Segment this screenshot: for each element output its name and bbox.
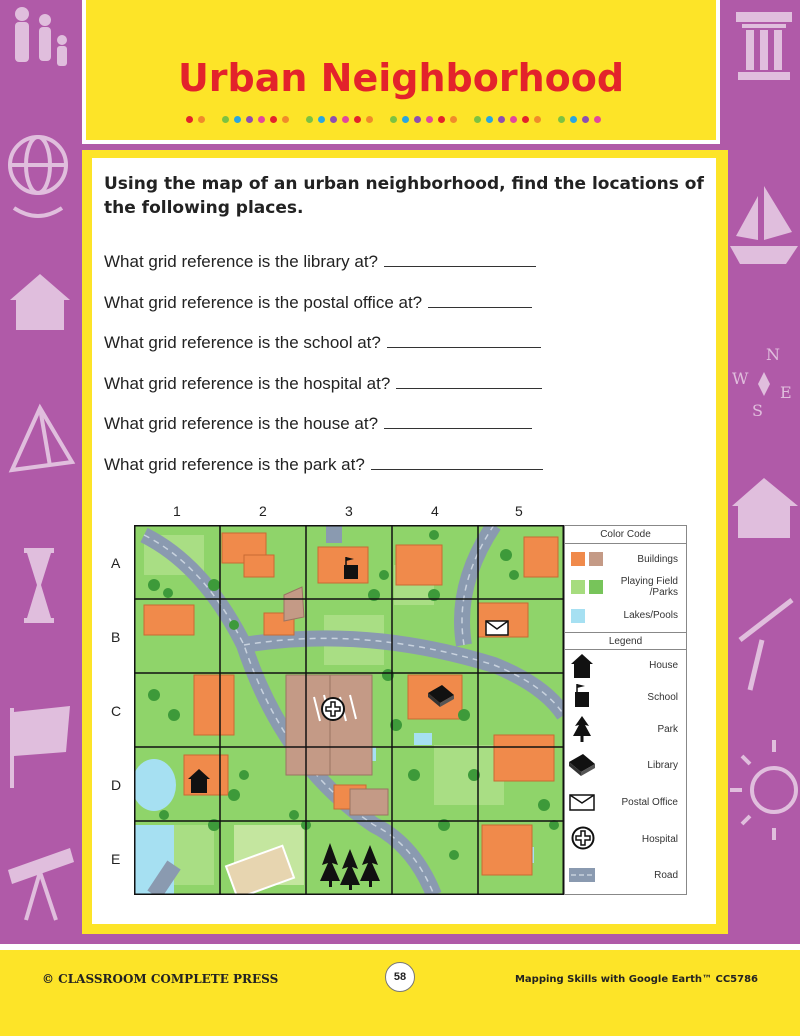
hospital-cross-icon (322, 698, 344, 720)
decorative-dot (282, 116, 289, 123)
decorative-dot (342, 116, 349, 123)
page-title: Urban Neighborhood (177, 56, 625, 100)
decorative-dot (198, 116, 205, 123)
legend-lakes: Lakes/Pools (565, 608, 686, 628)
right-decoration-icons (728, 0, 800, 950)
column-icon (736, 12, 792, 80)
decorative-dot (414, 116, 421, 123)
envelope-icon (569, 794, 595, 812)
answer-blank[interactable] (384, 251, 536, 267)
telescope-icon (8, 848, 74, 920)
decorative-dot (570, 116, 577, 123)
legend-postal-office: Postal Office (565, 792, 686, 814)
grid-column-label: 3 (345, 503, 353, 519)
decorative-dot (366, 116, 373, 123)
decorative-dot (426, 116, 433, 123)
decorative-dot (246, 116, 253, 123)
answer-blank[interactable] (387, 332, 541, 348)
ship-icon (730, 186, 798, 264)
decorative-dot (210, 116, 217, 123)
school-icon (573, 684, 591, 708)
decorative-dot (594, 116, 601, 123)
buildings-swatch-alt (589, 552, 603, 566)
instruction-text: Using the map of an urban neighborhood, find the locations of the following places. (104, 174, 704, 218)
grid-column-label: 1 (173, 503, 181, 519)
decorative-dot (330, 116, 337, 123)
decorative-dot (402, 116, 409, 123)
decorative-dot (234, 116, 241, 123)
grid-row-label: D (111, 777, 122, 793)
question-postal-office: What grid reference is the postal office at? (104, 292, 532, 313)
decorative-dots (186, 116, 601, 123)
decorative-dot (498, 116, 505, 123)
left-decoration-icons (0, 0, 82, 950)
legend-road: Road (565, 866, 686, 886)
decorative-dot (438, 116, 445, 123)
decorative-dot (534, 116, 541, 123)
globe-icon (10, 137, 66, 216)
hourglass-icon (24, 548, 54, 623)
house-icon (10, 274, 70, 330)
color-code-title: Color Code (565, 526, 686, 544)
lakes-swatch (571, 609, 585, 623)
answer-blank[interactable] (384, 413, 532, 429)
pool (414, 733, 432, 745)
svg-text:S: S (752, 401, 763, 420)
legend-buildings: Buildings (565, 550, 686, 572)
legend-house: House (565, 654, 686, 680)
decorative-dot (582, 116, 589, 123)
question-house: What grid reference is the house at? (104, 413, 532, 434)
decorative-dot (318, 116, 325, 123)
page-number: 58 (385, 962, 415, 992)
legend-library: Library (565, 754, 686, 780)
decorative-dot (378, 116, 385, 123)
telescope-icon (740, 600, 792, 690)
legend-parks: Playing Field /Parks (565, 574, 686, 604)
map-legend (564, 525, 687, 895)
question-park: What grid reference is the park at? (104, 454, 543, 475)
decorative-dot (474, 116, 481, 123)
sun-icon (730, 740, 796, 840)
decorative-dot (222, 116, 229, 123)
decorative-dot (486, 116, 493, 123)
decorative-dot (306, 116, 313, 123)
decorative-dot (270, 116, 277, 123)
legend-title: Legend (565, 632, 686, 650)
decorative-dot (390, 116, 397, 123)
decorative-dot (558, 116, 565, 123)
decorative-dot (546, 116, 553, 123)
grid-row-label: E (111, 851, 121, 867)
neighborhood-map (134, 525, 564, 895)
tree-icon (320, 843, 380, 890)
question-library: What grid reference is the library at? (104, 251, 536, 272)
grid-row-label: C (111, 703, 122, 719)
decorative-dot (450, 116, 457, 123)
book-icon (569, 754, 597, 778)
svg-text:W: W (732, 369, 749, 388)
grid-column-label: 2 (259, 503, 267, 519)
grid-row-label: A (111, 555, 121, 571)
hospital-cross-icon (571, 826, 595, 850)
grid-column-label: 5 (515, 503, 523, 519)
answer-blank[interactable] (371, 454, 543, 470)
road-icon (569, 868, 595, 882)
compass-icon (732, 345, 792, 420)
legend-park: Park (565, 716, 686, 744)
pyramid-icon (12, 408, 72, 470)
buildings-swatch (571, 552, 585, 566)
parks-swatch (571, 580, 585, 594)
tree-icon (573, 716, 591, 744)
svg-text:E: E (780, 383, 792, 402)
envelope-icon (486, 621, 508, 635)
legend-hospital: Hospital (565, 826, 686, 852)
publisher-logo: © CLASSROOM COMPLETE PRESS (42, 972, 279, 986)
answer-blank[interactable] (428, 292, 532, 308)
question-hospital: What grid reference is the hospital at? (104, 373, 542, 394)
question-school: What grid reference is the school at? (104, 332, 541, 353)
grid-row-label: B (111, 629, 121, 645)
book-title: Mapping Skills with Google Earth™ CC5786 (514, 974, 758, 985)
family-icon (15, 7, 67, 66)
decorative-dot (522, 116, 529, 123)
decorative-dot (294, 116, 301, 123)
decorative-dot (462, 116, 469, 123)
legend-school: School (565, 684, 686, 710)
decorative-dot (186, 116, 193, 123)
parks-swatch-alt (589, 580, 603, 594)
grid-column-label: 4 (431, 503, 439, 519)
lake (134, 759, 176, 811)
decorative-dot (354, 116, 361, 123)
house-icon (732, 478, 798, 538)
house-icon (571, 654, 593, 678)
flag-icon (10, 706, 70, 788)
decorative-dot (258, 116, 265, 123)
decorative-dot (510, 116, 517, 123)
svg-text:N: N (766, 345, 780, 364)
answer-blank[interactable] (396, 373, 542, 389)
